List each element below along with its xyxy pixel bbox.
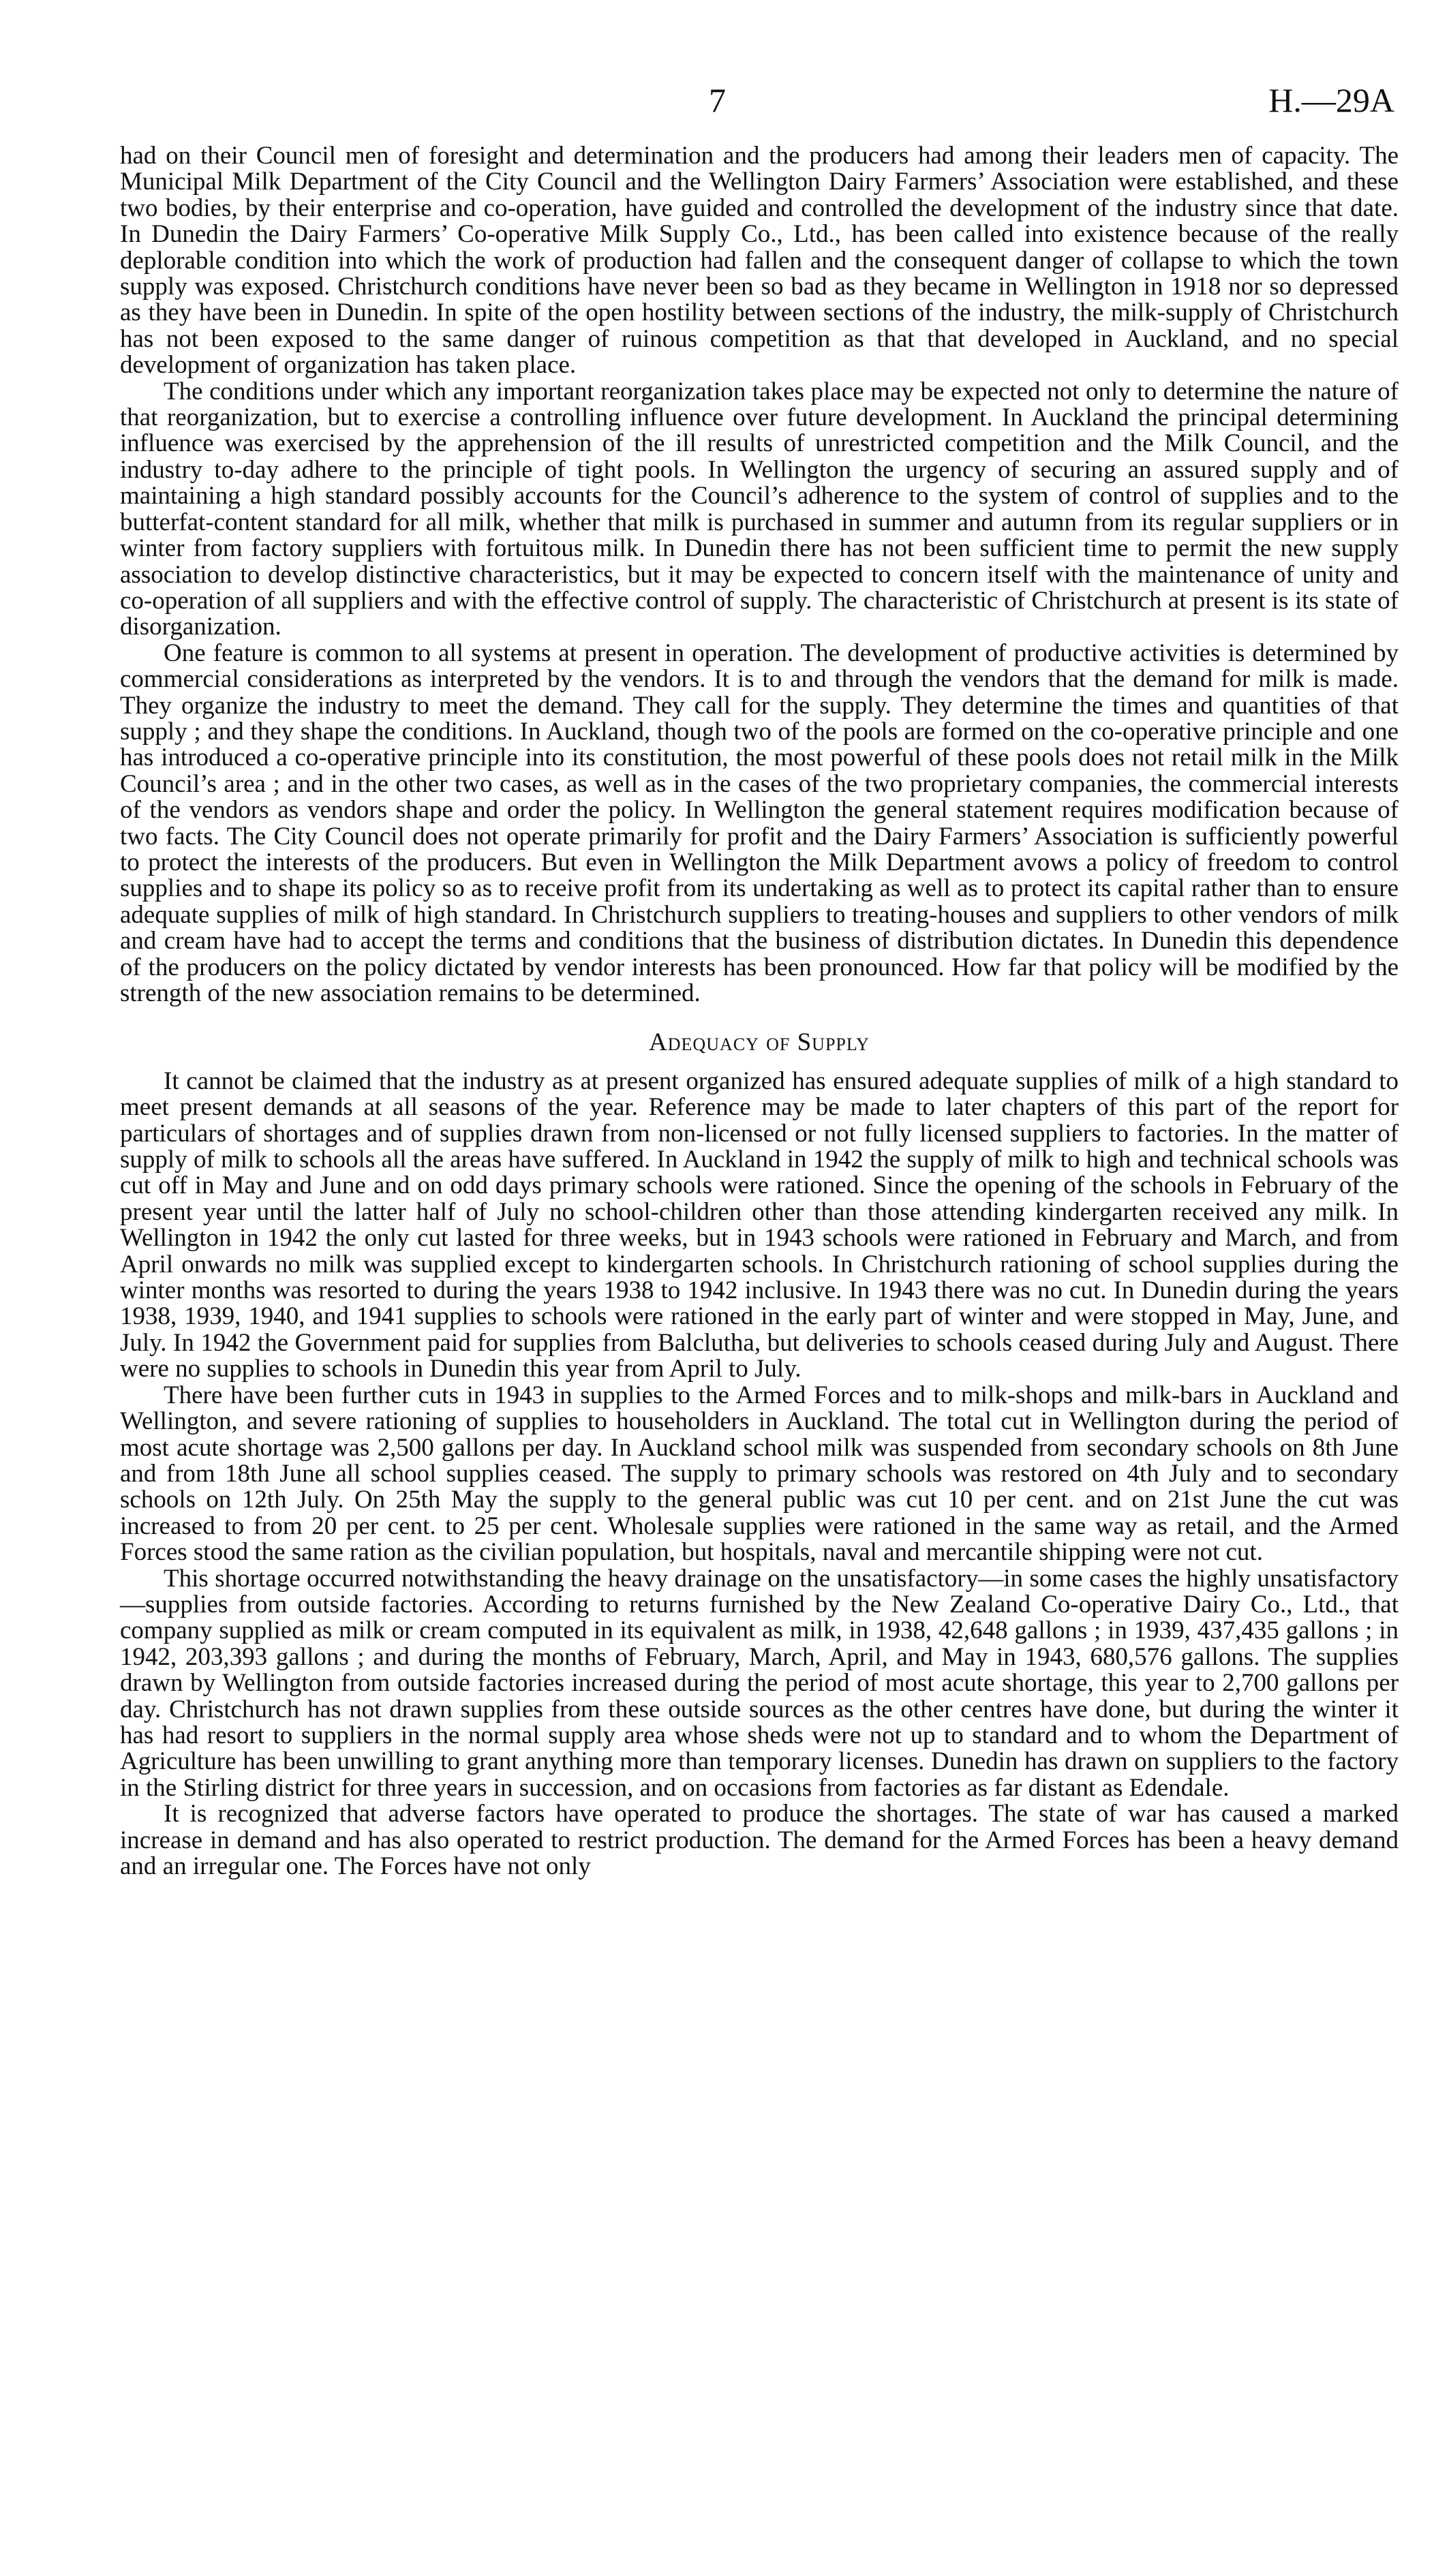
paragraph: There have been further cuts in 1943 in supplies to the Armed Forces and to milk-shops and milk-bars in Auckland and Wellington, and severe rationing of supplies to householders in Auckland. The total cut in Wellington during the period of most acute shortage was 2,500 gallons per day. In Auckland school milk was suspended from secondary schools on 8th June and from 18th June all school supplies ceased. The supply to primary schools was restored on 4th July and to secondary schools on 12th July. On 25th May the supply to the general public was cut 10 per cent. and on 21st June the cut was increased to from 20 per cent. to 25 per cent. Wholesale supplies were rationed in the same way as retail, and the Armed Forces stood the same ration as the civilian population, but hospitals, naval and mercantile shipping were not cut. [120,1381,1399,1567]
section-heading: Adequacy of Supply [649,1028,870,1057]
body-text [120,143,1399,1880]
paragraph: This shortage occurred notwithstanding the heavy drainage on the unsatisfactory—in some cases the highly unsatisfactory—supplies from outside factories. According to returns furnished by the New Zealand Co-operative Dairy Co., Ltd., that company supplied as milk or cream computed in its equivalent as milk, in 1938, 42,648 gallons ; in 1939, 437,435 gallons ; in 1942, 203,393 gallons ; and during the months of February, March, April, and May in 1943, 680,576 gallons. The supplies drawn by Wellington from outside factories increased during the period of most acute shortage, this year to 2,700 gallons per day. Christchurch has not drawn supplies from these outside sources as the other centres have done, but during the winter it has had resort to suppliers in the normal supply area whose sheds were not up to standard and to whom the Department of Agriculture has been unwilling to grant anything more than temporary licenses. Dunedin has drawn on suppliers to the factory in the Stirling district for three years in succession, and on occasions from factories as far distant as Edendale. [120,1564,1399,1802]
paragraph: It is recognized that adverse factors have operated to produce the shortages. The state of war has caused a marked increase in demand and has also operated to restrict production. The demand for the Armed Forces has been a heavy demand and an irregular one. The Forces have not only [120,1800,1399,1880]
paragraph: It cannot be claimed that the industry as at present organized has ensured adequate supplies of milk of a high standard to meet present demands at all seasons of the year. Reference may be made to later chapters of this part of the report for particulars of shortages and of supplies drawn from non-licensed or not fully licensed suppliers to factories. In the matter of supply of milk to schools all the areas have suffered. In Auckland in 1942 the supply of milk to high and technical schools was cut off in May and June and on odd days primary schools were rationed. Since the opening of the schools in February of the present year until the latter half of July no school-children other than those attending kindergarten received any milk. In Wellington in 1942 the only cut lasted for three weeks, but in 1943 schools were rationed in February and March, and from April onwards no milk was supplied except to kindergarten schools. In Christchurch rationing of school supplies during the winter months was resorted to during the years 1938 to 1942 inclusive. In 1943 there was no cut. In Dunedin during the years 1938, 1939, 1940, and 1941 supplies to schools were rationed in the early part of winter and were stopped in May, June, and July. In 1942 the Government paid for supplies from Balclutha, but deliveries to schools ceased during July and August. There were no supplies to schools in Dunedin this year from April to July. [120,1067,1399,1383]
paragraph: The conditions under which any important reorganization takes place may be expected not only to determine the nature of that reorganization, but to exercise a controlling influence over future development. In Auckland the principal determining influence was exercised by the apprehension of the ill results of unrestricted competition and the Milk Council, and the industry to-day adhere to the principle of tight pools. In Wellington the urgency of securing an assured supply and of maintaining a high standard possibly accounts for the Council’s adherence to the system of control of supplies and to the butterfat-content standard for all milk, whether that milk is purchased in summer and autumn from its regular suppliers or in winter from factory suppliers with fortuitous milk. In Dunedin there has not been sufficient time to permit the new supply association to develop distinctive characteristics, but it may be expected to concern itself with the maintenance of unity and co-operation of all suppliers and with the effective control of supply. The characteristic of Christchurch at present is its state of disorganization. [120,377,1399,641]
page-number: 7 [709,81,726,119]
paragraph: One feature is common to all systems at present in operation. The development of productive activities is determined by commercial considerations as interpreted by the vendors. It is to and through the vendors that the demand for milk is made. They organize the industry to meet the demand. They call for the supply. They determine the times and quantities of that supply ; and they shape the conditions. In Auckland, though two of the pools are formed on the co-operative principle and one has introduced a co-operative principle into its constitution, the most powerful of these pools does not retail milk in the Milk Council’s area ; and in the other two cases, as well as in the cases of the two proprietary companies, the commercial interests of the vendors as vendors shape and order the policy. In Wellington the general statement requires modification because of two facts. The City Council does not operate primarily for profit and the Dairy Farmers’ Association is sufficiently powerful to protect the interests of the producers. But even in Wellington the Milk Department avows a policy of freedom to control supplies and to shape its policy so as to receive profit from its undertaking as well as to protect its capital rather than to ensure adequate supplies of milk of high standard. In Christchurch suppliers to treating-houses and suppliers to other vendors of milk and cream have had to accept the terms and conditions that the business of distribution dictates. In Dunedin this dependence of the producers on the policy dictated by vendor interests has been pronounced. How far that policy will be modified by the strength of the new association remains to be determined. [120,639,1399,1007]
document-reference: H.—29A [1268,81,1394,119]
paragraph: had on their Council men of foresight and determination and the producers had among their leaders men of capacity. The Municipal Milk Department of the City Council and the Wellington Dairy Farmers’ Association were established, and these two bodies, by their enterprise and co-operation, have guided and controlled the development of the industry since that date. In Dunedin the Dairy Farmers’ Co-operative Milk Supply Co., Ltd., has been called into existence because of the really deplorable condition into which the work of production had fallen and the consequent danger of collapse to which the town supply was exposed. Christchurch conditions have never been so bad as they became in Wellington in 1918 nor so depressed as they have been in Dunedin. In spite of the open hostility between sections of the industry, the milk-supply of Christchurch has not been exposed to the same danger of ruinous competition as that that developed in Auckland, and no special development of organization has taken place. [120,142,1399,380]
